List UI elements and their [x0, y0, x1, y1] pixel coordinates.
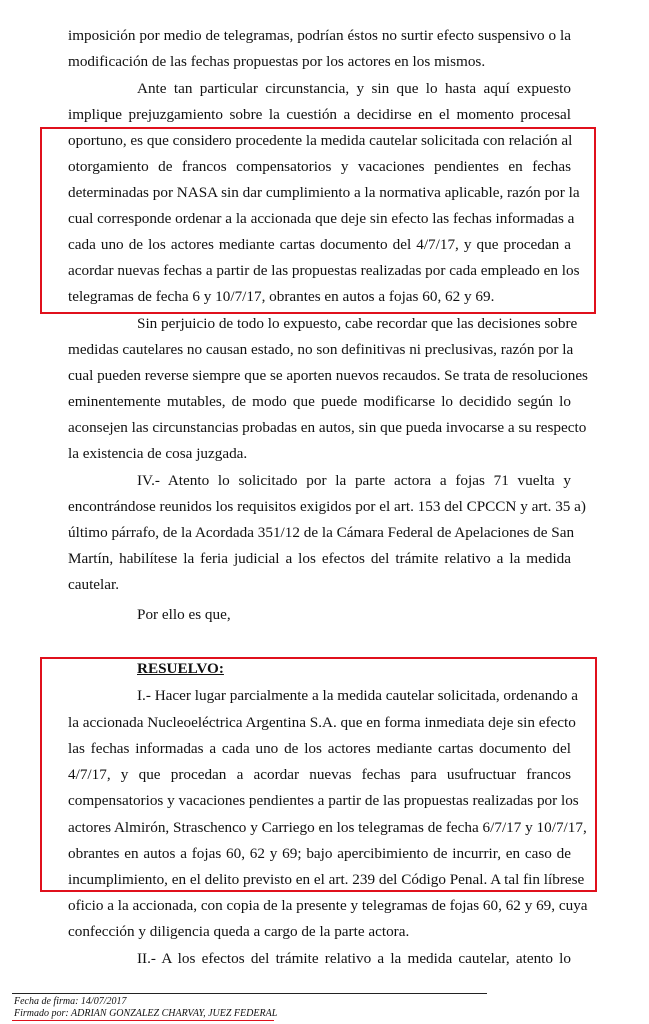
- body-line: eminentemente mutables, de modo que puede modificarse lo decidido según lo: [68, 393, 571, 410]
- body-line: encontrándose reunidos los requisitos exigidos por el art. 153 del CPCCN y art. 35 a): [68, 498, 586, 515]
- body-line: confección y diligencia queda a cargo de la parte actora.: [68, 923, 410, 940]
- body-line: acordar nuevas fechas a partir de las propuestas realizadas por cada empleado en los: [68, 262, 580, 279]
- body-line: aconsejen las circunstancias probadas en autos, sin que pueda invocarse a su respecto: [68, 419, 587, 436]
- body-line: actores Almirón, Straschenco y Carriego en los telegramas de fecha 6/7/17 y 10/7/17,: [68, 819, 587, 836]
- paragraph-start: Sin perjuicio de todo lo expuesto, cabe recordar que las decisiones sobre: [137, 315, 578, 332]
- body-line: oportuno, es que considero procedente la medida cautelar solicitada con relación al: [68, 132, 573, 149]
- signature-date: Fecha de firma: 14/07/2017: [14, 996, 127, 1007]
- body-line: las fechas informadas a cada uno de los actores mediante cartas documento del: [68, 740, 571, 757]
- signature-underline: [12, 1020, 274, 1021]
- body-line: cautelar.: [68, 576, 120, 593]
- body-line: otorgamiento de francos compensatorios y vacaciones pendientes en fechas: [68, 158, 571, 175]
- body-line: telegramas de fecha 6 y 10/7/17, obrantes en autos a fojas 60, 62 y 69.: [68, 288, 495, 305]
- body-line: medidas cautelares no causan estado, no son definitivas ni preclusivas, razón por la: [68, 341, 574, 358]
- paragraph-start: IV.- Atento lo solicitado por la parte actora a fojas 71 vuelta y: [137, 472, 571, 489]
- paragraph-start: II.- A los efectos del trámite relativo a la medida cautelar, atento lo: [137, 950, 571, 967]
- paragraph-start: Ante tan particular circunstancia, y sin que lo hasta aquí expuesto: [137, 80, 571, 97]
- body-line: implique prejuzgamiento sobre la cuestión a decidirse en el momento procesal: [68, 106, 571, 123]
- highlight-box: [40, 127, 596, 314]
- highlight-box: [40, 657, 597, 892]
- paragraph-start: I.- Hacer lugar parcialmente a la medida cautelar solicitada, ordenando a: [137, 687, 579, 704]
- body-line: incumplimiento, en el delito previsto en el art. 239 del Código Penal. A tal fin líbrese: [68, 871, 585, 888]
- body-line: compensatorios y vacaciones pendientes a partir de las propuestas realizadas por los: [68, 792, 579, 809]
- body-line: obrantes en autos a fojas 60, 62 y 69; bajo apercibimiento de incurrir, en caso de: [68, 845, 571, 862]
- body-line: 4/7/17, y que procedan a acordar nuevas fechas para usufructuar francos: [68, 766, 571, 783]
- paragraph-start: Por ello es que,: [137, 606, 231, 623]
- body-line: cual corresponde ordenar a la accionada que deje sin efecto las fechas informadas a: [68, 210, 575, 227]
- body-line: imposición por medio de telegramas, podrían éstos no surtir efecto suspensivo o la: [68, 27, 571, 44]
- body-line: la accionada Nucleoeléctrica Argentina S.A. que en forma inmediata deje sin efecto: [68, 714, 576, 731]
- body-line: modificación de las fechas propuestas por los actores en los mismos.: [68, 53, 486, 70]
- body-line: determinadas por NASA sin dar cumplimiento a la normativa aplicable, razón por la: [68, 184, 580, 201]
- signature-signer: Firmado por: ADRIAN GONZALEZ CHARVAY, JUEZ FEDERAL: [14, 1008, 278, 1019]
- body-line: último párrafo, de la Acordada 351/12 de la Cámara Federal de Apelaciones de San: [68, 524, 575, 541]
- body-line: cada uno de los actores mediante cartas documento del 4/7/17, y que procedan a: [68, 236, 571, 253]
- body-line: la existencia de cosa juzgada.: [68, 445, 248, 462]
- body-line: Martín, habilítese la feria judicial a los efectos del trámite relativo a la medida: [68, 550, 571, 567]
- footer-rule: [12, 993, 487, 994]
- body-line: oficio a la accionada, con copia de la presente y telegramas de fojas 60, 62 y 69, cuya: [68, 897, 588, 914]
- section-heading: RESUELVO:: [137, 660, 224, 677]
- body-line: cual pueden reverse siempre que se aporten nuevos recaudos. Se trata de resoluciones: [68, 367, 588, 384]
